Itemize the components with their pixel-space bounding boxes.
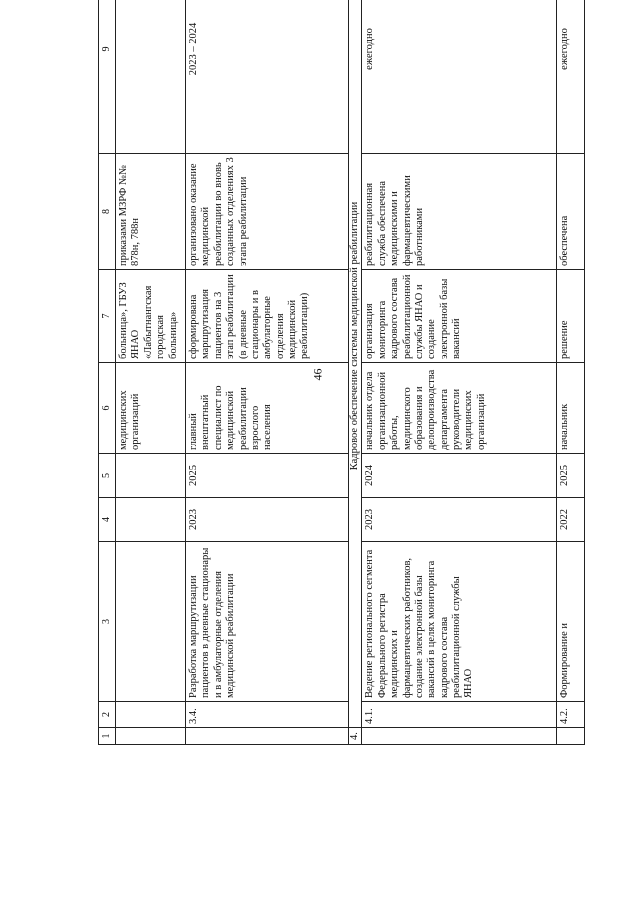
activity-plan-table xyxy=(98,0,585,745)
responsible-cell: начальник отдела организационной работы, медицинского образования и делопроизводства департамента руководители медицинских организаций xyxy=(362,363,557,454)
period-cell: ежегодно xyxy=(362,0,557,154)
section-title: Кадровое обеспечение системы медицинской реабилитации xyxy=(349,0,362,728)
indicator-cell: приказами МЗРФ №№ 878н, 788н xyxy=(116,154,186,270)
section-row xyxy=(349,0,362,745)
result-cell: решение xyxy=(557,270,585,363)
result-cell: больница», ГБУЗ ЯНАО «Лабытнангская городская больница» xyxy=(116,270,186,363)
indicator-cell: реабилитационная служба обеспечена медицинскими и фармацевтическими работниками xyxy=(362,154,557,270)
table-row xyxy=(557,0,585,745)
page-number: 46 xyxy=(310,368,325,381)
header-cell: 7 xyxy=(99,270,116,363)
table-row xyxy=(116,0,186,745)
item-number: 4.2. xyxy=(557,702,585,728)
header-cell: 5 xyxy=(99,454,116,498)
result-cell: организация мониторинга кадрового состава реабилитационной службы ЯНАО и создание электронной базы вакансий xyxy=(362,270,557,363)
header-cell: 1 xyxy=(99,728,116,745)
table-row xyxy=(362,0,557,745)
table-row xyxy=(186,0,349,745)
header-cell: 9 xyxy=(99,0,116,154)
item-number: 3.4. xyxy=(186,702,349,728)
header-cell: 4 xyxy=(99,498,116,542)
rotated-page-content xyxy=(98,0,578,745)
activity-name-cell: Разработка маршрутизации пациентов в дневные стационары и в амбулаторные отделения медицинской реабилитации xyxy=(186,542,349,702)
result-cell: сформирована маршрутизация пациентов на 3 этап реабилитации (в дневные стационары и в амбулаторные отделения медицинской реабилитации) xyxy=(186,270,349,363)
indicator-cell: обеспечена xyxy=(557,154,585,270)
header-cell: 6 xyxy=(99,363,116,454)
period-cell: ежегодно xyxy=(557,0,585,154)
period-cell xyxy=(116,0,186,154)
start-year-cell: 2023 xyxy=(186,498,349,542)
activity-name-cell: Формирование и xyxy=(557,542,585,702)
header-cell: 2 xyxy=(99,702,116,728)
table-header-row xyxy=(99,0,116,745)
responsible-cell: главный внештатный специалист по медицинской реабилитации взрослого населения xyxy=(186,363,349,454)
end-year-cell: 2024 xyxy=(362,454,557,498)
start-year-cell: 2023 xyxy=(362,498,557,542)
period-cell: 2023 – 2024 xyxy=(186,0,349,154)
indicator-cell: организовано оказание медицинской реабилитации во вновь созданных отделениях 3 этапа реабилитации xyxy=(186,154,349,270)
end-year-cell: 2025 xyxy=(557,454,585,498)
start-year-cell: 2022 xyxy=(557,498,585,542)
responsible-cell: медицинских организаций xyxy=(116,363,186,454)
section-number: 4. xyxy=(349,728,362,745)
header-cell: 8 xyxy=(99,154,116,270)
header-cell: 3 xyxy=(99,542,116,702)
activity-name-cell: Ведение регионального сегмента Федерального регистра медицинских и фармацевтических работников, создание электронной базы вакансий в целях мониторинга кадрового состава реабилитационной службы ЯНАО xyxy=(362,542,557,702)
end-year-cell: 2025 xyxy=(186,454,349,498)
item-number: 4.1. xyxy=(362,702,557,728)
responsible-cell: начальник xyxy=(557,363,585,454)
